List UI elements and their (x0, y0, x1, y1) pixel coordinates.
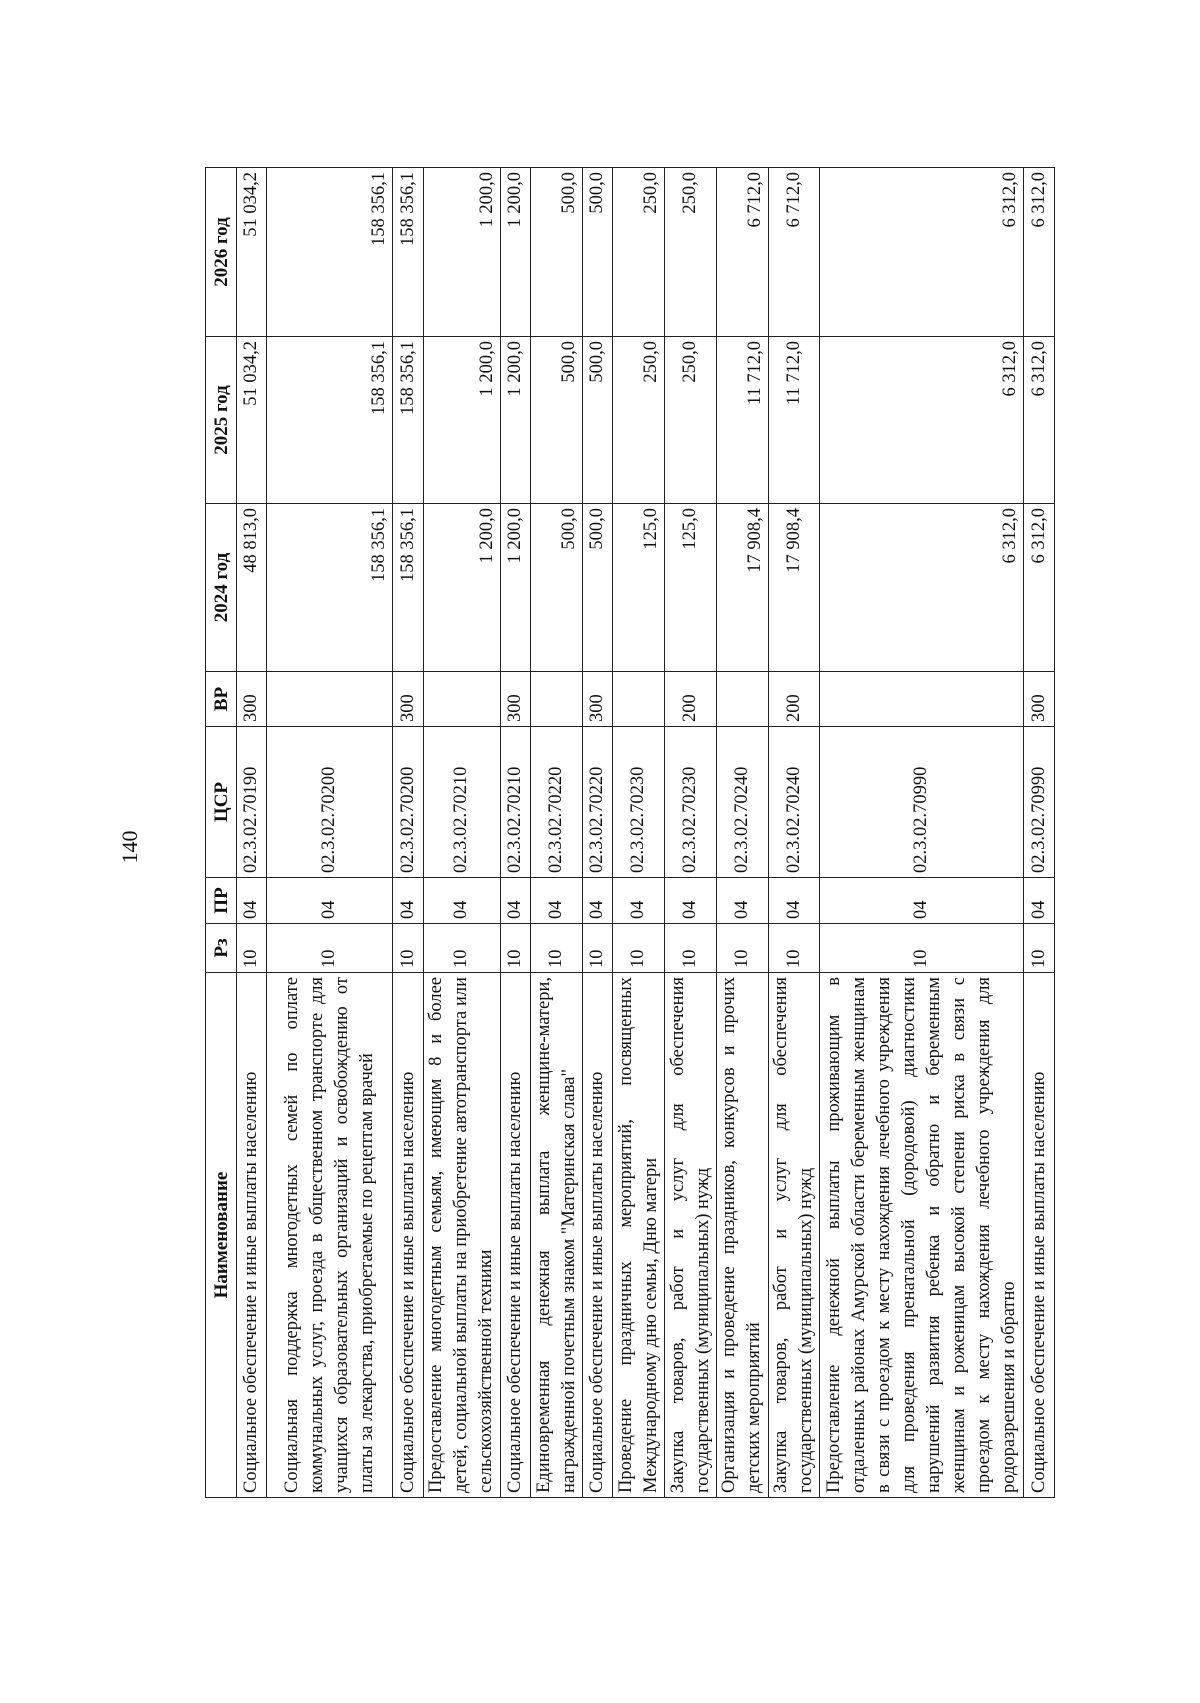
cell-name: Социальная поддержка многодетных семей по оплате коммунальных услуг, проезда в общественном транспорте для учащихся образовательных организаций и освобождению от платы за лекарства, приобретаемые по рецептам врачей (267, 973, 393, 1498)
cell-pr: 04 (531, 878, 583, 924)
table-row (716, 168, 768, 1498)
page-number: 140 (117, 830, 142, 864)
cell-rz: 10 (665, 924, 717, 973)
cell-rz: 10 (716, 924, 768, 973)
cell-vr (531, 672, 583, 727)
cell-y2025: 51 034,2 (237, 337, 267, 504)
cell-y2026: 6 312,0 (820, 168, 1024, 337)
cell-csr: 02.3.02.70210 (500, 727, 530, 878)
cell-y2024: 1 200,0 (423, 504, 500, 672)
cell-name: Социальное обеспечение и иные выплаты населению (583, 973, 613, 1498)
cell-name: Проведение праздничных мероприятий, посвященных Международному дню семьи, Дню матери (613, 973, 665, 1498)
cell-y2026: 1 200,0 (423, 168, 500, 337)
table-row (583, 168, 613, 1498)
cell-y2024: 158 356,1 (393, 504, 423, 672)
cell-vr: 300 (1024, 672, 1055, 727)
cell-pr: 04 (613, 878, 665, 924)
cell-csr: 02.3.02.70210 (423, 727, 500, 878)
cell-y2025: 1 200,0 (423, 337, 500, 504)
cell-y2025: 500,0 (583, 337, 613, 504)
cell-csr: 02.3.02.70200 (393, 727, 423, 878)
cell-y2026: 158 356,1 (393, 168, 423, 337)
cell-y2024: 17 908,4 (716, 504, 768, 672)
cell-y2026: 1 200,0 (500, 168, 530, 337)
table-row (500, 168, 530, 1498)
header-2025: 2025 год (206, 337, 237, 504)
cell-vr: 300 (500, 672, 530, 727)
cell-rz: 10 (1024, 924, 1055, 973)
table-row (267, 168, 393, 1498)
cell-csr: 02.3.02.70230 (613, 727, 665, 878)
budget-table (205, 167, 1055, 1498)
cell-y2024: 158 356,1 (267, 504, 393, 672)
cell-pr: 04 (768, 878, 820, 924)
cell-pr: 04 (820, 878, 1024, 924)
cell-y2024: 125,0 (613, 504, 665, 672)
cell-y2026: 500,0 (531, 168, 583, 337)
cell-csr: 02.3.02.70240 (768, 727, 820, 878)
table-row (237, 168, 267, 1498)
cell-rz: 10 (423, 924, 500, 973)
cell-y2024: 6 312,0 (1024, 504, 1055, 672)
cell-y2025: 250,0 (665, 337, 717, 504)
cell-rz: 10 (768, 924, 820, 973)
cell-csr: 02.3.02.70220 (583, 727, 613, 878)
cell-y2024: 17 908,4 (768, 504, 820, 672)
cell-y2026: 6 312,0 (1024, 168, 1055, 337)
header-2024: 2024 год (206, 504, 237, 672)
cell-y2024: 125,0 (665, 504, 717, 672)
cell-y2026: 51 034,2 (237, 168, 267, 337)
cell-y2025: 158 356,1 (267, 337, 393, 504)
cell-vr: 300 (393, 672, 423, 727)
cell-y2024: 500,0 (583, 504, 613, 672)
cell-name: Социальное обеспечение и иные выплаты населению (237, 973, 267, 1498)
cell-name: Закупка товаров, работ и услуг для обеспечения государственных (муниципальных) нужд (665, 973, 717, 1498)
cell-y2025: 6 312,0 (820, 337, 1024, 504)
cell-name: Организация и проведение праздников, конкурсов и прочих детских мероприятий (716, 973, 768, 1498)
cell-vr: 200 (768, 672, 820, 727)
header-pr: ПР (206, 878, 237, 924)
cell-csr: 02.3.02.70990 (820, 727, 1024, 878)
cell-csr: 02.3.02.70240 (716, 727, 768, 878)
cell-y2026: 158 356,1 (267, 168, 393, 337)
cell-y2026: 6 712,0 (768, 168, 820, 337)
cell-csr: 02.3.02.70200 (267, 727, 393, 878)
cell-csr: 02.3.02.70220 (531, 727, 583, 878)
cell-pr: 04 (423, 878, 500, 924)
cell-name: Социальное обеспечение и иные выплаты населению (393, 973, 423, 1498)
header-2026: 2026 год (206, 168, 237, 337)
cell-y2024: 1 200,0 (500, 504, 530, 672)
table-body (237, 168, 1055, 1498)
header-csr: ЦСР (206, 727, 237, 878)
cell-y2025: 158 356,1 (393, 337, 423, 504)
table-row (423, 168, 500, 1498)
cell-y2024: 6 312,0 (820, 504, 1024, 672)
cell-name: Социальное обеспечение и иные выплаты населению (1024, 973, 1055, 1498)
cell-pr: 04 (267, 878, 393, 924)
cell-rz: 10 (583, 924, 613, 973)
header-vr: ВР (206, 672, 237, 727)
cell-vr: 200 (665, 672, 717, 727)
table-row (665, 168, 717, 1498)
cell-y2026: 6 712,0 (716, 168, 768, 337)
cell-pr: 04 (237, 878, 267, 924)
cell-y2025: 6 312,0 (1024, 337, 1055, 504)
cell-rz: 10 (393, 924, 423, 973)
cell-y2026: 250,0 (665, 168, 717, 337)
cell-vr: 300 (237, 672, 267, 727)
cell-y2025: 250,0 (613, 337, 665, 504)
cell-name: Предоставление многодетным семьям, имеющим 8 и более детей, социальной выплаты на приобретение автотранспорта или сельскохозяйственной техники (423, 973, 500, 1498)
cell-name: Социальное обеспечение и иные выплаты населению (500, 973, 530, 1498)
table-header-row (206, 168, 237, 1498)
cell-vr (716, 672, 768, 727)
cell-y2025: 11 712,0 (716, 337, 768, 504)
rotated-table-container (205, 168, 1055, 1498)
header-name: Наименование (206, 973, 237, 1498)
cell-pr: 04 (716, 878, 768, 924)
table-row (1024, 168, 1055, 1498)
cell-pr: 04 (583, 878, 613, 924)
cell-name: Закупка товаров, работ и услуг для обеспечения государственных (муниципальных) нужд (768, 973, 820, 1498)
cell-csr: 02.3.02.70990 (1024, 727, 1055, 878)
cell-rz: 10 (820, 924, 1024, 973)
cell-y2025: 11 712,0 (768, 337, 820, 504)
cell-y2026: 250,0 (613, 168, 665, 337)
table-row (531, 168, 583, 1498)
cell-y2024: 48 813,0 (237, 504, 267, 672)
cell-vr (267, 672, 393, 727)
cell-pr: 04 (1024, 878, 1055, 924)
cell-rz: 10 (531, 924, 583, 973)
cell-pr: 04 (665, 878, 717, 924)
cell-rz: 10 (613, 924, 665, 973)
cell-rz: 10 (500, 924, 530, 973)
table-row (820, 168, 1024, 1498)
cell-y2025: 500,0 (531, 337, 583, 504)
cell-y2025: 1 200,0 (500, 337, 530, 504)
cell-rz: 10 (267, 924, 393, 973)
cell-csr: 02.3.02.70190 (237, 727, 267, 878)
cell-pr: 04 (500, 878, 530, 924)
cell-vr (613, 672, 665, 727)
table-row (613, 168, 665, 1498)
cell-name: Единовременная денежная выплата женщине-матери, награжденной почетным знаком "Материнская слава" (531, 973, 583, 1498)
cell-vr: 300 (583, 672, 613, 727)
cell-y2026: 500,0 (583, 168, 613, 337)
cell-csr: 02.3.02.70230 (665, 727, 717, 878)
header-rz: Рз (206, 924, 237, 973)
cell-vr (820, 672, 1024, 727)
cell-name: Предоставление денежной выплаты проживающим в отдаленных районах Амурской области беременным женщинам в связи с проездом к месту нахождения лечебного учреждения для проведения пренатальной (дородовой) диагностики нарушений развития ребенка и обратно и беременным женщинам и роженицам высокой степени риска в связи с проездом к месту нахождения лечебного учреждения для родоразрешения и обратно (820, 973, 1024, 1498)
cell-pr: 04 (393, 878, 423, 924)
cell-rz: 10 (237, 924, 267, 973)
cell-y2024: 500,0 (531, 504, 583, 672)
table-row (768, 168, 820, 1498)
table-row (393, 168, 423, 1498)
cell-vr (423, 672, 500, 727)
